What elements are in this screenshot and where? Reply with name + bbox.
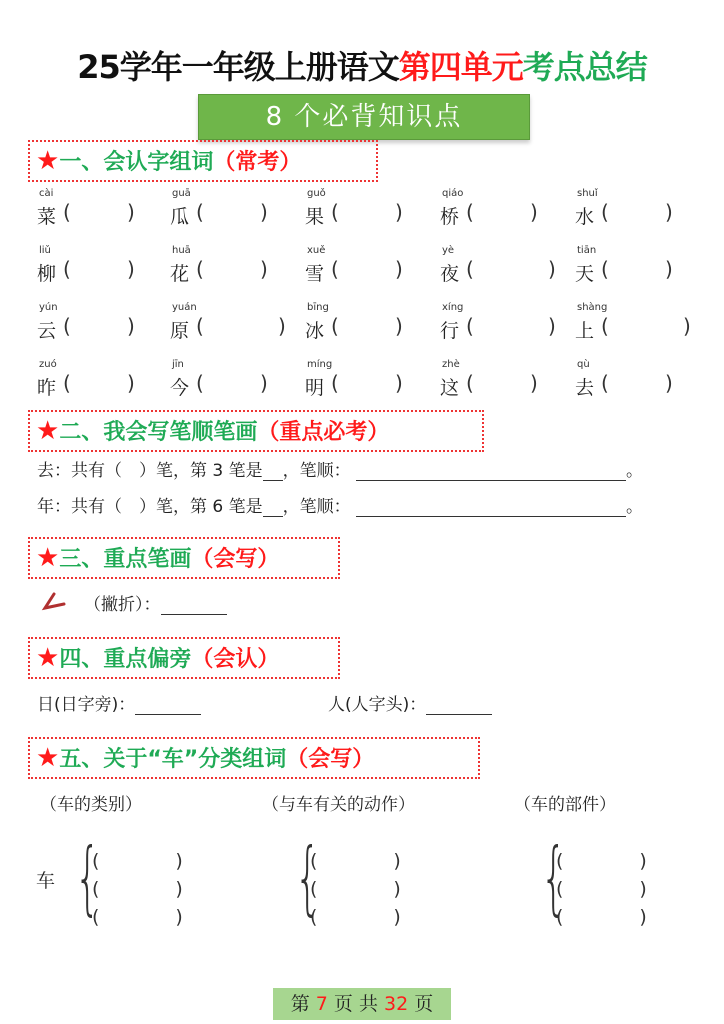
pinyin: guā (172, 188, 191, 199)
char-item (305, 359, 435, 399)
char-item (305, 188, 435, 228)
character: 水 (575, 206, 595, 228)
close-paren[interactable]: ) (260, 200, 268, 224)
brace-icon: { (74, 831, 101, 924)
section-title: 二、我会写笔顺笔画 (59, 420, 258, 445)
open-paren: ( (63, 314, 71, 338)
char-item (575, 302, 705, 342)
q-text: 去：共有（ ）笔，第 (37, 461, 207, 481)
subtitle-banner: 8 个必背知识点 (198, 94, 530, 140)
answer-paren[interactable]: ( ) (556, 906, 647, 928)
star-icon: ★ (36, 416, 60, 446)
char-item (440, 188, 570, 228)
close-paren[interactable]: ) (127, 314, 135, 338)
pinyin: yuán (172, 302, 197, 313)
character: 冰 (305, 320, 325, 342)
pinyin: jīn (172, 359, 184, 370)
footer-text: 页 共 (327, 993, 385, 1015)
title-part3: 考点总结 (522, 48, 647, 86)
char-item (575, 245, 705, 285)
close-paren[interactable]: ) (665, 200, 673, 224)
pinyin: huā (172, 245, 191, 256)
pinyin: shuǐ (577, 188, 598, 199)
answer-paren[interactable]: ( ) (92, 906, 183, 928)
pinyin: bīng (307, 302, 329, 313)
character: 天 (575, 263, 595, 285)
stroke-label: （撇折）： (84, 595, 161, 615)
open-paren: ( (331, 314, 339, 338)
pinyin: zuó (39, 359, 57, 370)
close-paren[interactable]: ) (127, 200, 135, 224)
answer-blank[interactable] (161, 598, 227, 615)
star-icon: ★ (36, 146, 60, 176)
section-title: 四、重点偏旁 (59, 647, 192, 672)
current-page: 7 (315, 993, 328, 1015)
answer-blank[interactable] (263, 464, 283, 481)
character: 明 (305, 377, 325, 399)
page-number (273, 988, 451, 1020)
close-paren[interactable]: ) (395, 200, 403, 224)
star-icon: ★ (36, 743, 60, 773)
character: 瓜 (170, 206, 190, 228)
answer-blank[interactable] (263, 500, 283, 517)
section-3-heading (28, 537, 340, 579)
close-paren[interactable]: ) (260, 257, 268, 281)
footer-text: 第 (290, 993, 316, 1015)
open-paren: ( (331, 200, 339, 224)
q-text: 。 (626, 497, 644, 517)
q-text: 年：共有（ ）笔，第 (37, 497, 207, 517)
section-5-heading (28, 737, 480, 779)
brace-icon: { (540, 831, 567, 924)
pinyin: guǒ (307, 188, 326, 199)
character: 雪 (305, 263, 325, 285)
close-paren[interactable]: ) (683, 314, 691, 338)
close-paren[interactable]: ) (260, 371, 268, 395)
character: 菜 (37, 206, 57, 228)
open-paren: ( (466, 371, 474, 395)
pinyin: yè (442, 245, 455, 256)
close-paren[interactable]: ) (127, 371, 135, 395)
close-paren[interactable]: ) (395, 314, 403, 338)
open-paren: ( (466, 200, 474, 224)
open-paren: ( (466, 257, 474, 281)
section-1-heading (28, 140, 378, 182)
answer-paren[interactable]: ( ) (556, 850, 647, 872)
close-paren[interactable]: ) (548, 257, 556, 281)
open-paren: ( (196, 200, 204, 224)
q-text: 笔是 (228, 461, 263, 481)
pinyin: qù (577, 359, 590, 370)
close-paren[interactable]: ) (278, 314, 286, 338)
section-title: 三、重点笔画 (59, 547, 192, 572)
answer-blank[interactable] (356, 464, 626, 481)
page-title (0, 42, 724, 88)
stroke-question (84, 590, 227, 615)
stroke-order-question (37, 456, 643, 481)
answer-blank[interactable] (356, 500, 626, 517)
char-item (305, 302, 435, 342)
section-tag: （会写） (286, 747, 375, 772)
char-item (170, 302, 300, 342)
character: 果 (305, 206, 325, 228)
character: 夜 (440, 263, 460, 285)
pie-zhe-stroke-icon (40, 590, 70, 614)
radical-question (37, 690, 201, 715)
close-paren[interactable]: ) (665, 371, 673, 395)
pinyin: míng (307, 359, 333, 370)
char-item (440, 302, 570, 342)
open-paren: ( (196, 314, 204, 338)
q-text: 笔是 (228, 497, 263, 517)
q-text: 。 (626, 461, 644, 481)
brace-icon: { (294, 831, 321, 924)
char-item (170, 245, 300, 285)
close-paren[interactable]: ) (548, 314, 556, 338)
character: 云 (37, 320, 57, 342)
char-item (575, 359, 705, 399)
section-tag: （重点必考） (257, 420, 390, 445)
pinyin: xíng (442, 302, 464, 313)
q-number: 6 (212, 497, 224, 517)
open-paren: ( (331, 371, 339, 395)
close-paren[interactable]: ) (127, 257, 135, 281)
open-paren: ( (601, 257, 609, 281)
close-paren[interactable]: ) (395, 257, 403, 281)
section-tag: （会写） (191, 547, 280, 572)
open-paren: ( (63, 371, 71, 395)
star-icon: ★ (36, 543, 60, 573)
answer-blank[interactable] (135, 698, 201, 715)
radical-question (328, 690, 492, 715)
answer-blank[interactable] (426, 698, 492, 715)
footer-text: 页 (408, 993, 434, 1015)
pinyin: xuě (307, 245, 326, 256)
char-item (170, 359, 300, 399)
pinyin: qiáo (442, 188, 464, 199)
pinyin: liǔ (39, 245, 51, 256)
open-paren: ( (196, 257, 204, 281)
character: 这 (440, 377, 460, 399)
pinyin: yún (39, 302, 58, 313)
character: 花 (170, 263, 190, 285)
total-pages: 32 (384, 993, 409, 1015)
open-paren: ( (63, 200, 71, 224)
open-paren: ( (601, 371, 609, 395)
close-paren[interactable]: ) (530, 200, 538, 224)
character: 原 (170, 320, 190, 342)
close-paren[interactable]: ) (665, 257, 673, 281)
char-item (37, 302, 167, 342)
section-tag: （会认） (191, 647, 280, 672)
open-paren: ( (466, 314, 474, 338)
char-item (37, 188, 167, 228)
character: 去 (575, 377, 595, 399)
answer-paren[interactable]: ( ) (310, 878, 401, 900)
open-paren: ( (601, 314, 609, 338)
pinyin: cài (39, 188, 54, 199)
answer-paren[interactable]: ( ) (92, 878, 183, 900)
title-part1: 25学年一年级上册语文 (77, 48, 399, 86)
char-item (440, 359, 570, 399)
pinyin: shàng (577, 302, 608, 313)
close-paren[interactable]: ) (395, 371, 403, 395)
section-title: 一、会认字组词 (59, 150, 214, 175)
category-header: （车的类别） (40, 795, 142, 815)
pinyin: tiān (577, 245, 597, 256)
char-item (37, 359, 167, 399)
char-item (440, 245, 570, 285)
star-icon: ★ (36, 643, 60, 673)
section-title: 五、关于“车”分类组词 (59, 747, 287, 772)
section-4-heading (28, 637, 340, 679)
character: 昨 (37, 377, 57, 399)
character: 行 (440, 320, 460, 342)
open-paren: ( (601, 200, 609, 224)
answer-paren[interactable]: ( ) (310, 850, 401, 872)
character: 上 (575, 320, 595, 342)
open-paren: ( (196, 371, 204, 395)
char-item (575, 188, 705, 228)
pinyin: zhè (442, 359, 460, 370)
section-tag: （常考） (213, 150, 302, 175)
character: 今 (170, 377, 190, 399)
answer-paren[interactable]: ( ) (310, 906, 401, 928)
char-item (305, 245, 435, 285)
open-paren: ( (63, 257, 71, 281)
answer-paren[interactable]: ( ) (92, 850, 183, 872)
q-text: ，笔顺： (282, 461, 351, 481)
close-paren[interactable]: ) (530, 371, 538, 395)
character: 桥 (440, 206, 460, 228)
section-2-heading (28, 410, 484, 452)
che-char: 车 (36, 870, 56, 892)
category-header: （车的部件） (514, 795, 616, 815)
char-item (37, 245, 167, 285)
q-text: ，笔顺： (282, 497, 351, 517)
radical-label: 日(日字旁)： (37, 695, 136, 715)
character: 柳 (37, 263, 57, 285)
stroke-order-question (37, 492, 643, 517)
open-paren: ( (331, 257, 339, 281)
answer-paren[interactable]: ( ) (556, 878, 647, 900)
category-header: （与车有关的动作） (262, 795, 415, 815)
title-part2: 第四单元 (398, 48, 523, 86)
q-number: 3 (212, 461, 224, 481)
char-item (170, 188, 300, 228)
radical-label: 人(人字头)： (328, 695, 427, 715)
